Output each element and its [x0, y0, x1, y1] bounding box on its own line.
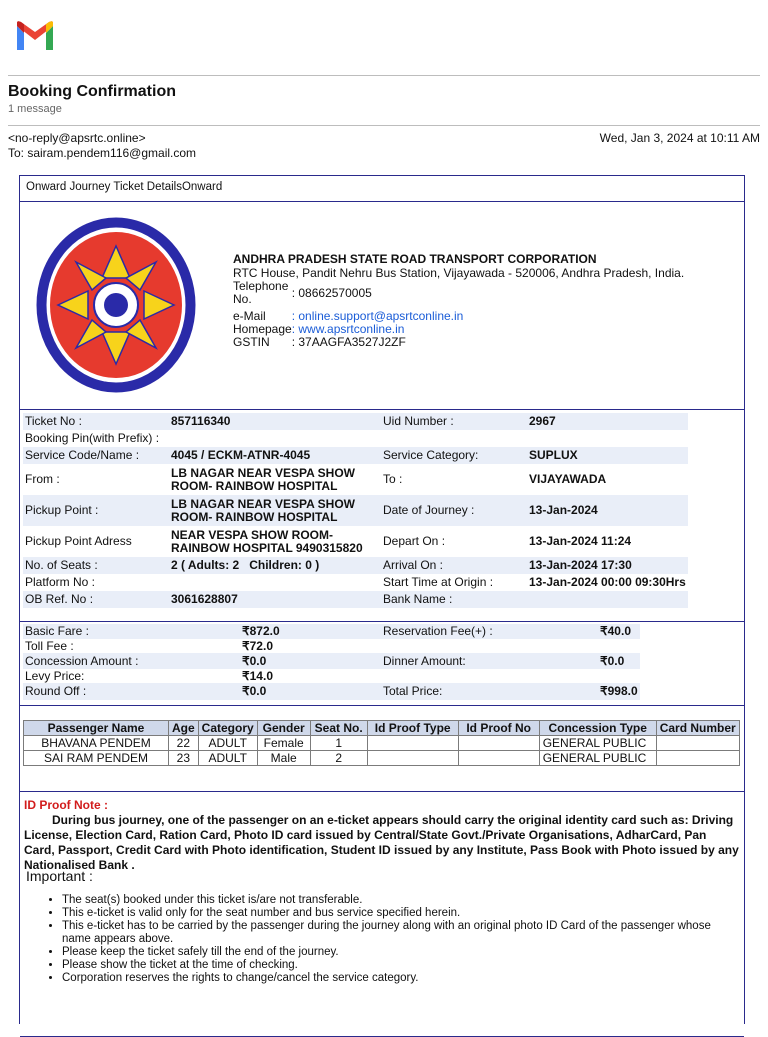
detail-label: Bank Name : [383, 592, 453, 606]
detail-row [23, 557, 688, 574]
detail-row [23, 413, 688, 430]
ticket-details-section [20, 410, 744, 622]
email-subject: Booking Confirmation [8, 83, 176, 100]
detail-row [23, 430, 688, 447]
detail-value: 2 ( Adults: 2 Children: 0 ) [171, 558, 320, 572]
column-header: Category [198, 721, 257, 736]
id-proof-note-title: ID Proof Note : [24, 798, 108, 812]
passenger-cell [367, 751, 458, 766]
detail-value: LB NAGAR NEAR VESPA SHOW ROOM- RAINBOW HOSPITAL [171, 465, 356, 493]
column-header: Passenger Name [24, 721, 169, 736]
detail-label: From : [25, 472, 60, 486]
passenger-cell: Female [257, 736, 310, 751]
detail-value [169, 430, 381, 447]
passenger-row [24, 751, 740, 766]
telephone-value: : 08662570005 [291, 285, 372, 300]
important-list [60, 894, 724, 985]
detail-label: Arrival On : [383, 558, 444, 572]
fare-label: Concession Amount : [25, 653, 139, 668]
passenger-cell: GENERAL PUBLIC [539, 736, 656, 751]
apsrtc-emblem [36, 216, 196, 394]
detail-row [23, 464, 688, 495]
detail-label: Platform No : [25, 575, 96, 589]
detail-label: Depart On : [383, 534, 446, 548]
id-proof-note-body: During bus journey, one of the passenger on an e-ticket appears should carry the original identity card such as: Driving License, Election Card, Ration Card, Photo ID card issued by Central/State Govt./Private Organisations, AdharCard, Pan Card, Passport, Credit Card with Photo identification, Student ID issued by any Institute, Pass Book with Photo issued by any Nationalised Bank . [24, 813, 739, 872]
fare-row [23, 653, 640, 669]
important-item: • Please keep the ticket safely till the end of the journey. [62, 946, 724, 959]
detail-row [23, 591, 688, 608]
ticket-details-table [23, 413, 688, 608]
gmail-icon [14, 20, 56, 52]
detail-label: Uid Number : [383, 414, 454, 428]
important-title: Important : [26, 868, 93, 884]
passenger-cell: SAI RAM PENDEM [24, 751, 169, 766]
corp-info [233, 252, 684, 349]
detail-value: 3061628807 [171, 592, 238, 606]
ticket-section-title: Onward Journey Ticket DetailsOnward [20, 176, 744, 202]
fare-value [598, 639, 640, 653]
email-link[interactable]: : online.support@apsrtconline.in [291, 309, 464, 323]
passenger-row [24, 736, 740, 751]
detail-row [23, 495, 688, 526]
detail-value: VIJAYAWADA [529, 472, 607, 486]
detail-label: No. of Seats : [25, 558, 98, 572]
fare-label: Toll Fee : [25, 638, 74, 653]
gstin-value: : 37AAGFA3527J2ZF [291, 335, 406, 349]
passenger-cell: ADULT [198, 736, 257, 751]
detail-value: 13-Jan-2024 [529, 503, 598, 517]
important-section [19, 860, 745, 1024]
fare-label [381, 639, 598, 653]
passenger-cell [458, 736, 539, 751]
passenger-cell [656, 751, 739, 766]
fare-label: Levy Price: [25, 668, 85, 683]
fare-label: Total Price: [383, 684, 443, 698]
fare-row [23, 639, 640, 653]
corp-header [20, 202, 744, 410]
passenger-cell: Male [257, 751, 310, 766]
detail-value: 13-Jan-2024 00:00 09:30Hrs [529, 575, 686, 589]
passenger-section [20, 706, 744, 792]
fare-section [20, 622, 744, 706]
passenger-cell [367, 736, 458, 751]
passenger-cell [656, 736, 739, 751]
detail-label: Service Code/Name : [25, 448, 140, 462]
homepage-label: Homepage [233, 322, 292, 336]
fare-table [23, 624, 640, 700]
fare-value: ₹14.0 [242, 668, 273, 683]
detail-label: Booking Pin(with Prefix) : [25, 431, 160, 445]
message-count: 1 message [8, 103, 62, 115]
passenger-cell: 1 [310, 736, 367, 751]
fare-label [381, 669, 598, 683]
corp-address: RTC House, Pandit Nehru Bus Station, Vijayawada - 520006, Andhra Pradesh, India. [233, 266, 685, 280]
column-header: Seat No. [310, 721, 367, 736]
passenger-cell: 22 [169, 736, 199, 751]
fare-value: ₹40.0 [600, 624, 631, 638]
column-header: Gender [257, 721, 310, 736]
detail-row [23, 447, 688, 464]
passenger-cell: BHAVANA PENDEM [24, 736, 169, 751]
email-date: Wed, Jan 3, 2024 at 10:11 AM [599, 131, 760, 145]
column-header: Concession Type [539, 721, 656, 736]
header-divider-2 [8, 125, 760, 126]
detail-label: Service Category: [383, 448, 479, 462]
important-item: • The seat(s) booked under this ticket is/are not transferable. [62, 894, 724, 907]
telephone-label: Telephone No. [233, 279, 289, 306]
column-header: Age [169, 721, 199, 736]
detail-value [527, 430, 688, 447]
detail-label: Pickup Point Adress [25, 534, 132, 548]
homepage-link[interactable]: : www.apsrtconline.in [291, 322, 405, 336]
column-header: Card Number [656, 721, 739, 736]
fare-value: ₹998.0 [600, 684, 638, 698]
email-to: To: sairam.pendem116@gmail.com [8, 146, 197, 160]
fare-value: ₹72.0 [242, 638, 273, 653]
detail-value: 2967 [529, 414, 556, 428]
corp-name: ANDHRA PRADESH STATE ROAD TRANSPORT CORPORATION [233, 252, 597, 266]
fare-label: Round Off : [25, 684, 87, 698]
detail-value: 13-Jan-2024 17:30 [529, 558, 632, 572]
detail-value: 4045 / ECKM-ATNR-4045 [171, 448, 311, 462]
important-item: • This e-ticket is valid only for the seat number and bus service specified herein. [62, 907, 724, 920]
gstin-label: GSTIN [233, 335, 270, 349]
header-divider [8, 75, 760, 76]
passenger-cell: 23 [169, 751, 199, 766]
detail-row [23, 574, 688, 591]
passenger-cell [458, 751, 539, 766]
fare-value: ₹0.0 [600, 653, 625, 668]
detail-value: NEAR VESPA SHOW ROOM- RAINBOW HOSPITAL 9490315820 [171, 527, 363, 555]
fare-value: ₹0.0 [242, 684, 267, 698]
fare-value: ₹872.0 [242, 624, 280, 638]
detail-value [527, 591, 688, 608]
important-item: • Please show the ticket at the time of checking. [62, 959, 724, 972]
fare-label: Basic Fare : [25, 624, 90, 638]
detail-label: OB Ref. No : [25, 592, 94, 606]
detail-value [169, 574, 381, 591]
detail-value: 857116340 [171, 414, 231, 428]
column-header: Id Proof Type [367, 721, 458, 736]
fare-label: Dinner Amount: [383, 653, 466, 668]
passenger-cell: 2 [310, 751, 367, 766]
fare-label: Reservation Fee(+) : [383, 624, 493, 638]
detail-label: Date of Journey : [383, 503, 475, 517]
passenger-header-row [24, 721, 740, 736]
important-item: • Corporation reserves the rights to change/cancel the service category. [62, 972, 724, 985]
passenger-cell: ADULT [198, 751, 257, 766]
corp-contact-table [233, 280, 463, 349]
fare-row [23, 624, 640, 639]
fare-row [23, 683, 640, 700]
detail-label: Start Time at Origin : [383, 575, 494, 589]
passenger-cell: GENERAL PUBLIC [539, 751, 656, 766]
important-item: • This e-ticket has to be carried by the passenger during the journey along with an original photo ID Card of the passenger whose name appears above. [62, 920, 724, 946]
fare-value: ₹0.0 [242, 653, 267, 668]
detail-label: Pickup Point : [25, 503, 99, 517]
detail-value: 13-Jan-2024 11:24 [529, 534, 632, 548]
fare-row [23, 669, 640, 683]
detail-label: To : [383, 472, 403, 486]
detail-value: SUPLUX [529, 448, 578, 462]
email-from[interactable]: <no-reply@apsrtc.online> [8, 131, 146, 145]
detail-value: LB NAGAR NEAR VESPA SHOW ROOM- RAINBOW HOSPITAL [171, 496, 356, 524]
fare-value [598, 669, 640, 683]
detail-label [381, 430, 527, 447]
column-header: Id Proof No [458, 721, 539, 736]
email-label: e-Mail [233, 309, 266, 323]
detail-row [23, 526, 688, 557]
passenger-table [23, 720, 740, 766]
detail-label: Ticket No : [25, 414, 82, 428]
